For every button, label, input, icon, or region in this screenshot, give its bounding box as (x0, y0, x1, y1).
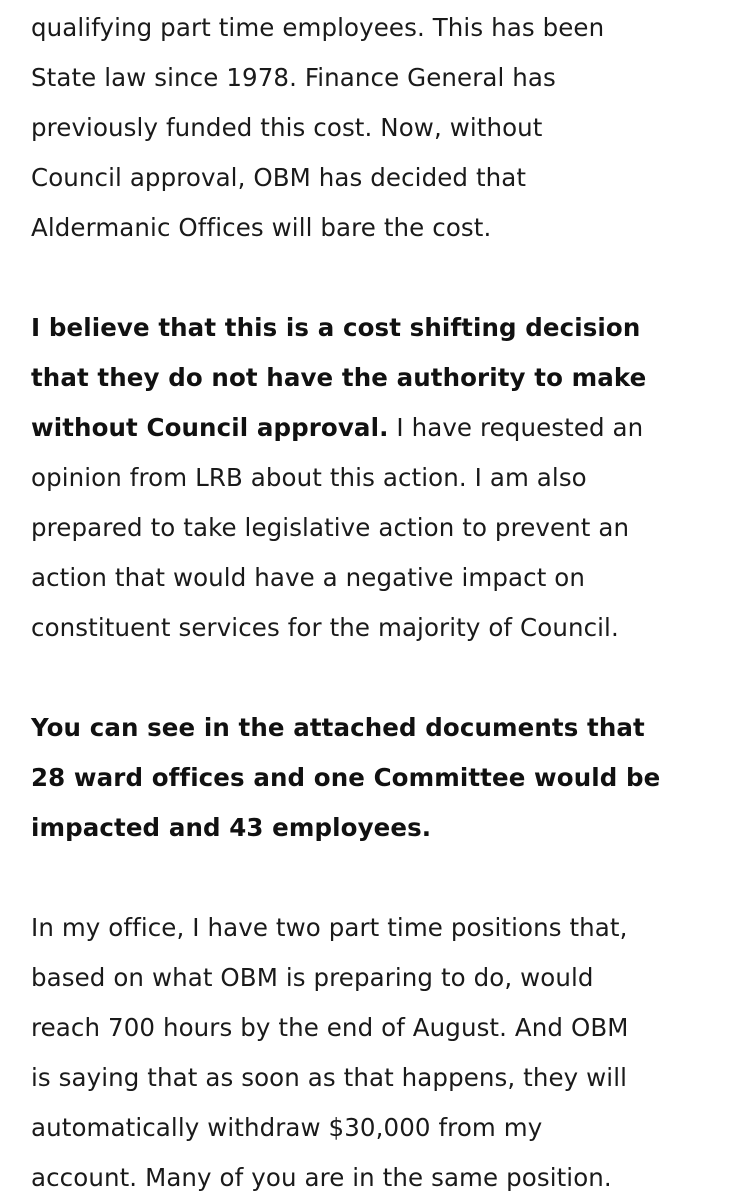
paragraph-spacer (31, 253, 731, 303)
text-line: automatically withdraw $30,000 from my (31, 1113, 543, 1142)
mixed-text-line (31, 403, 731, 453)
bold-text-fragment: without Council approval. (31, 413, 389, 442)
paragraph-cost-shifting-belief (31, 303, 731, 653)
text-line: account. Many of you are in the same position. (31, 1163, 612, 1192)
text-line: Council approval, OBM has decided that (31, 163, 527, 192)
text-line: prepared to take legislative action to prevent an (31, 513, 630, 542)
text-line: Aldermanic Offices will bare the cost. (31, 213, 492, 242)
bold-text-line: I believe that this is a cost shifting decision (31, 313, 641, 342)
text-line: constituent services for the majority of Council. (31, 613, 619, 642)
paragraph-spacer (31, 853, 731, 903)
bold-text-line: impacted and 43 employees. (31, 813, 432, 842)
paragraph-cost-background (31, 3, 731, 253)
paragraph-attached-documents (31, 703, 731, 853)
text-line: based on what OBM is preparing to do, would (31, 963, 594, 992)
text-fragment: I have requested an (388, 413, 644, 442)
text-line: qualifying part time employees. This has been (31, 13, 605, 42)
text-line: previously funded this cost. Now, without (31, 113, 543, 142)
text-line: State law since 1978. Finance General has (31, 63, 556, 92)
bold-text-line: that they do not have the authority to make (31, 363, 647, 392)
text-line: reach 700 hours by the end of August. And OBM (31, 1013, 629, 1042)
document-body (31, 0, 731, 1203)
text-line: action that would have a negative impact on (31, 563, 586, 592)
text-line: opinion from LRB about this action. I am also (31, 463, 587, 492)
text-line: In my office, I have two part time positions that, (31, 913, 628, 942)
bold-text-line: 28 ward offices and one Committee would be (31, 763, 661, 792)
bold-text-line: You can see in the attached documents that (31, 713, 645, 742)
paragraph-my-office (31, 903, 731, 1203)
paragraph-spacer (31, 653, 731, 703)
text-line: is saying that as soon as that happens, they will (31, 1063, 628, 1092)
